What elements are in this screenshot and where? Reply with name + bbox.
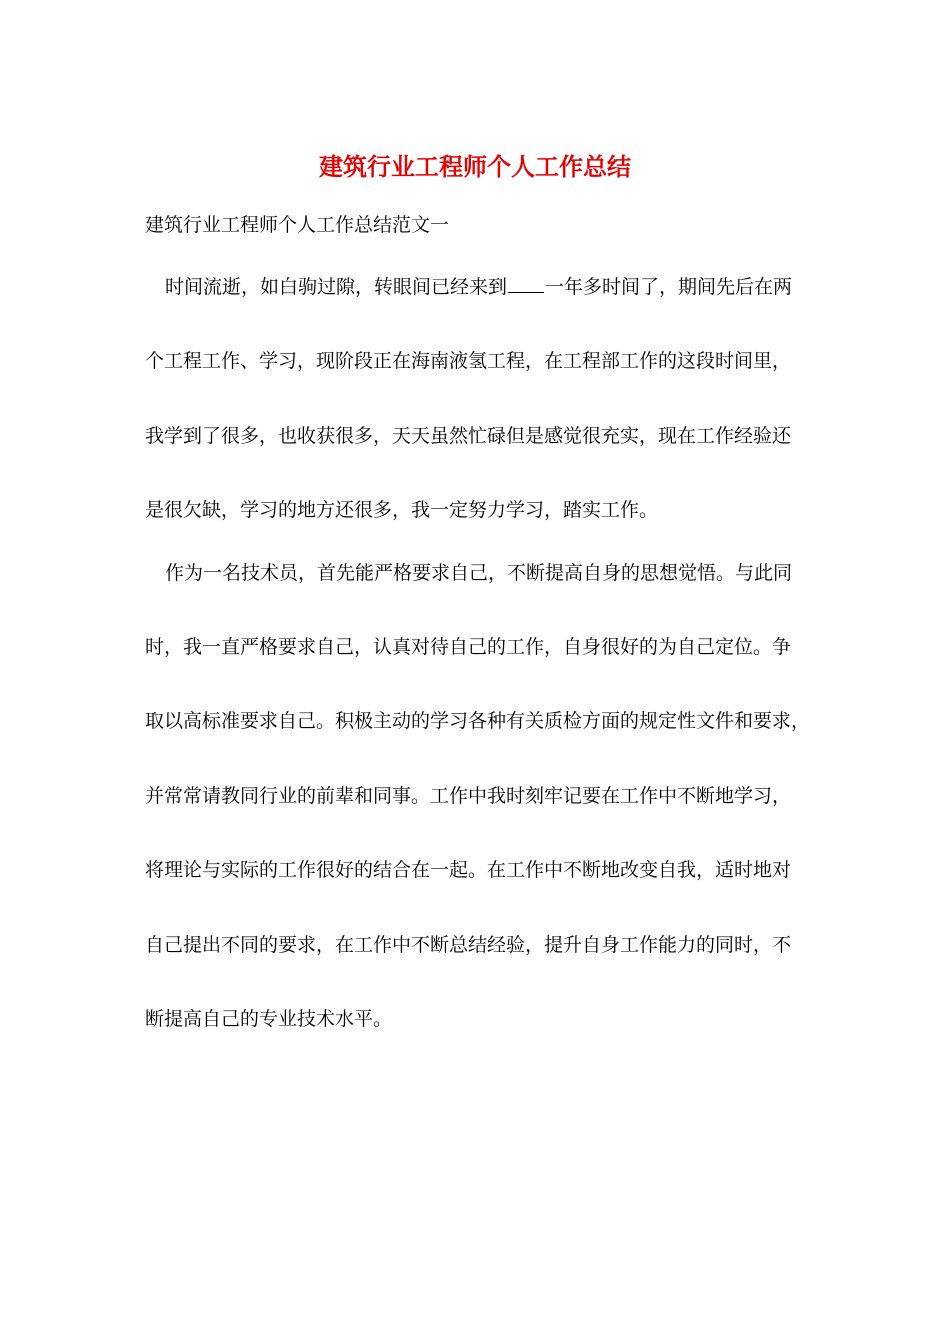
fill-in-blank (508, 276, 544, 293)
document-subtitle: 建筑行业工程师个人工作总结范文一 (145, 214, 450, 236)
paragraph-2-line-5: 将理论与实际的工作很好的结合在一起。在工作中不断地改变自我，适时地对 (145, 859, 792, 881)
document-title: 建筑行业工程师个人工作总结 (319, 152, 631, 181)
paragraph-2-line-4: 并常常请教同行业的前辈和同事。工作中我时刻牢记要在工作中不断地学习， (145, 785, 792, 807)
paragraph-2-line-2: 时，我一直严格要求自己，认真对待自己的工作，自身很好的为自己定位。争 (145, 636, 792, 658)
paragraph-2-line-6: 自己提出不同的要求，在工作中不断总结经验，提升自身工作能力的同时，不 (145, 934, 792, 956)
paragraph-1-line-1-text-after: 一年多时间了，期间先后在两 (545, 276, 793, 298)
paragraph-2-line-3: 取以高标准要求自己。积极主动的学习各种有关质检方面的规定性文件和要求， (145, 710, 811, 732)
paragraph-1-line-2: 个工程工作、学习，现阶段正在海南液氢工程，在工程部工作的这段时间里， (145, 350, 792, 372)
paragraph-1-line-1 (145, 272, 792, 302)
paragraph-2-line-7: 断提高自己的专业技术水平。 (145, 1008, 393, 1030)
paragraph-2-line-1-text: 作为一名技术员，首先能严格要求自己，不断提高自身的思想觉悟。与此同 (165, 562, 793, 584)
paragraph-1-line-3: 我学到了很多，也收获很多，天天虽然忙碌但是感觉很充实，现在工作经验还 (145, 425, 792, 447)
paragraph-1-line-4: 是很欠缺，学习的地方还很多，我一定努力学习，踏实工作。 (145, 499, 659, 521)
paragraph-2-line-1 (145, 558, 792, 588)
paragraph-1-line-1-text-before: 时间流逝，如白驹过隙，转眼间已经来到 (165, 276, 508, 298)
